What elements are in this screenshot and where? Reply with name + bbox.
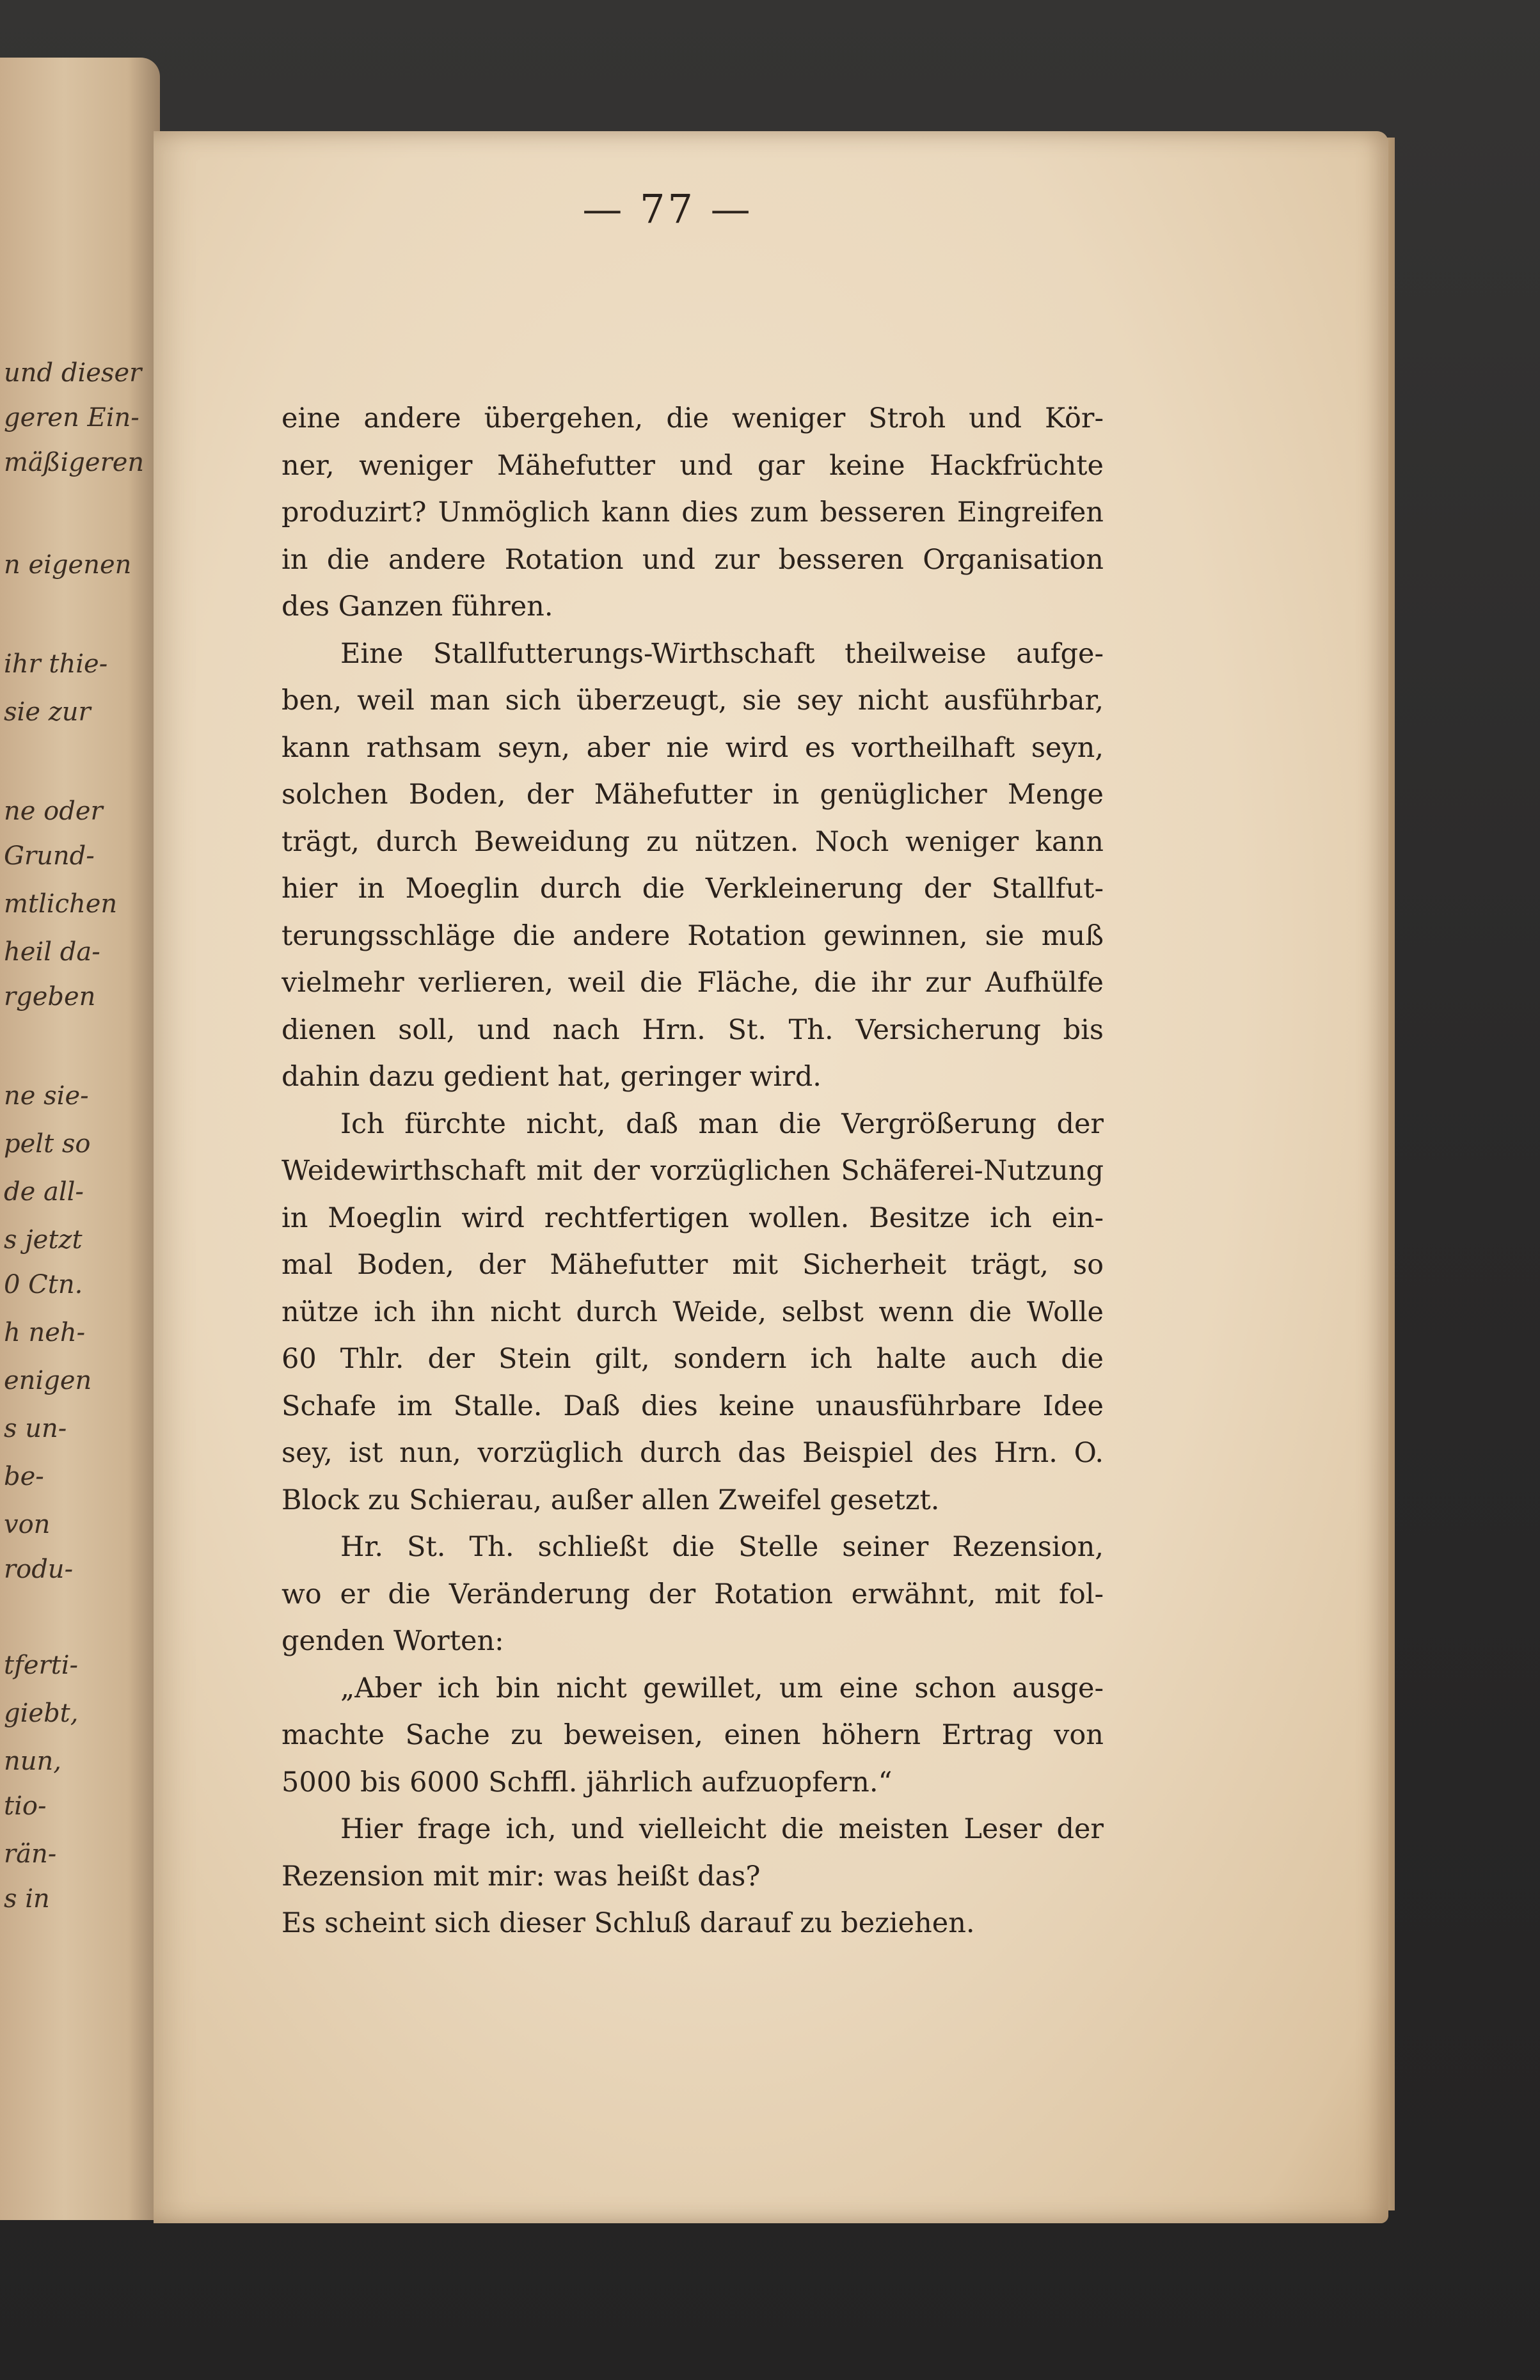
text-line: eine andere übergehen, die weniger Stroh und Kör- bbox=[282, 402, 1104, 434]
text-line: Hier frage ich, und vielleicht die meisten Leser der bbox=[340, 1813, 1104, 1845]
left-page-fragment: 0 Ctn. bbox=[4, 1270, 83, 1299]
text-line: trägt, durch Beweidung zu nützen. Noch weniger kann bbox=[282, 825, 1104, 858]
text-line: Eine Stallfutterungs-Wirthschaft theilweise aufge- bbox=[340, 637, 1104, 670]
left-page-fragment: enigen bbox=[4, 1366, 92, 1395]
text-line: Block zu Schierau, außer allen Zweifel gesetzt. bbox=[282, 1484, 940, 1516]
text-line: Es scheint sich dieser Schluß darauf zu beziehen. bbox=[282, 1907, 975, 1939]
previous-page-edge bbox=[0, 58, 160, 2220]
text-line: Ich fürchte nicht, daß man die Vergrößerung der bbox=[340, 1107, 1104, 1140]
text-line: 60 Thlr. der Stein gilt, sondern ich halte auch die bbox=[282, 1343, 1104, 1375]
left-page-fragment: mtlichen bbox=[4, 889, 118, 919]
text-line: nütze ich ihn nicht durch Weide, selbst wenn die Wolle bbox=[282, 1296, 1104, 1328]
text-line: in die andere Rotation und zur besseren Organisation bbox=[282, 543, 1104, 576]
text-line: solchen Boden, der Mähefutter in genüglicher Menge bbox=[282, 779, 1104, 811]
left-page-fragment: s un- bbox=[4, 1414, 67, 1443]
text-line: 5000 bis 6000 Schffl. jährlich aufzuopfern.“ bbox=[282, 1766, 893, 1798]
text-line: sey, ist nun, vorzüglich durch das Beispiel des Hrn. O. bbox=[282, 1437, 1104, 1469]
left-page-fragment: von bbox=[4, 1510, 51, 1539]
text-line: mal Boden, der Mähefutter mit Sicherheit trägt, so bbox=[282, 1249, 1104, 1281]
left-page-fragment: und dieser bbox=[4, 358, 142, 388]
text-line: machte Sache zu beweisen, einen höhern Ertrag von bbox=[282, 1719, 1104, 1751]
text-line: produzirt? Unmöglich kann dies zum besseren Eingreifen bbox=[282, 496, 1104, 528]
text-line: vielmehr verlieren, weil die Fläche, die ihr zur Aufhülfe bbox=[282, 967, 1104, 999]
left-page-fragment: sie zur bbox=[4, 697, 91, 727]
left-page-fragment: tferti- bbox=[4, 1651, 79, 1680]
left-page-fragment: heil da- bbox=[4, 937, 100, 967]
text-line: ner, weniger Mähefutter und gar keine Hackfrüchte bbox=[282, 449, 1104, 482]
left-page-fragment: rgeben bbox=[4, 982, 96, 1012]
left-page-fragment: de all- bbox=[4, 1177, 84, 1207]
left-page-fragment: h neh- bbox=[4, 1318, 86, 1347]
text-line: kann rathsam seyn, aber nie wird es vortheilhaft seyn, bbox=[282, 731, 1104, 764]
text-line: ben, weil man sich überzeugt, sie sey nicht ausführbar, bbox=[282, 685, 1104, 717]
left-page-fragment: Grund- bbox=[4, 841, 95, 871]
left-page-fragment: be- bbox=[4, 1462, 44, 1491]
text-line: terungsschläge die andere Rotation gewinnen, sie muß bbox=[282, 919, 1104, 952]
left-page-fragment: rodu- bbox=[4, 1555, 74, 1584]
left-page-fragment: geren Ein- bbox=[4, 403, 139, 432]
text-line: in Moeglin wird rechtfertigen wollen. Besitze ich ein- bbox=[282, 1202, 1104, 1234]
text-line: „Aber ich bin nicht gewillet, um eine schon ausge- bbox=[340, 1672, 1104, 1704]
left-page-fragment: rän- bbox=[4, 1839, 57, 1869]
left-page-fragment: ihr thie- bbox=[4, 649, 108, 679]
left-page-fragment: s in bbox=[4, 1884, 50, 1914]
left-page-fragment: tio- bbox=[4, 1791, 47, 1821]
text-line: dienen soll, und nach Hrn. St. Th. Versicherung bis bbox=[282, 1013, 1104, 1046]
left-page-fragment: nun, bbox=[4, 1747, 61, 1776]
page-number bbox=[0, 186, 1540, 232]
text-line: genden Worten: bbox=[282, 1625, 504, 1657]
text-line: Hr. St. Th. schließt die Stelle seiner Rezension, bbox=[340, 1531, 1104, 1563]
left-page-fragment: ne oder bbox=[4, 797, 103, 826]
left-page-fragment: ne sie- bbox=[4, 1081, 89, 1111]
left-page-fragment: s jetzt bbox=[4, 1225, 83, 1255]
text-line: hier in Moeglin durch die Verkleinerung der Stallfut- bbox=[282, 873, 1104, 905]
text-line: Rezension mit mir: was heißt das? bbox=[282, 1860, 761, 1892]
left-page-fragment: mäßigeren bbox=[4, 448, 145, 477]
text-line: Schafe im Stalle. Daß dies keine unausführbare Idee bbox=[282, 1390, 1104, 1422]
page-body-text bbox=[282, 395, 1104, 1948]
left-page-fragment: giebt, bbox=[4, 1699, 79, 1728]
text-line: des Ganzen führen. bbox=[282, 591, 553, 623]
text-line: dahin dazu gedient hat, geringer wird. bbox=[282, 1061, 822, 1093]
left-page-fragment: n eigenen bbox=[4, 550, 132, 580]
text-line: wo er die Veränderung der Rotation erwähnt, mit fol- bbox=[282, 1578, 1104, 1610]
left-page-fragment: pelt so bbox=[4, 1129, 91, 1159]
text-line: Weidewirthschaft mit der vorzüglichen Schäferei-Nutzung bbox=[282, 1155, 1104, 1187]
page-number-text: — 77 — bbox=[582, 186, 753, 232]
